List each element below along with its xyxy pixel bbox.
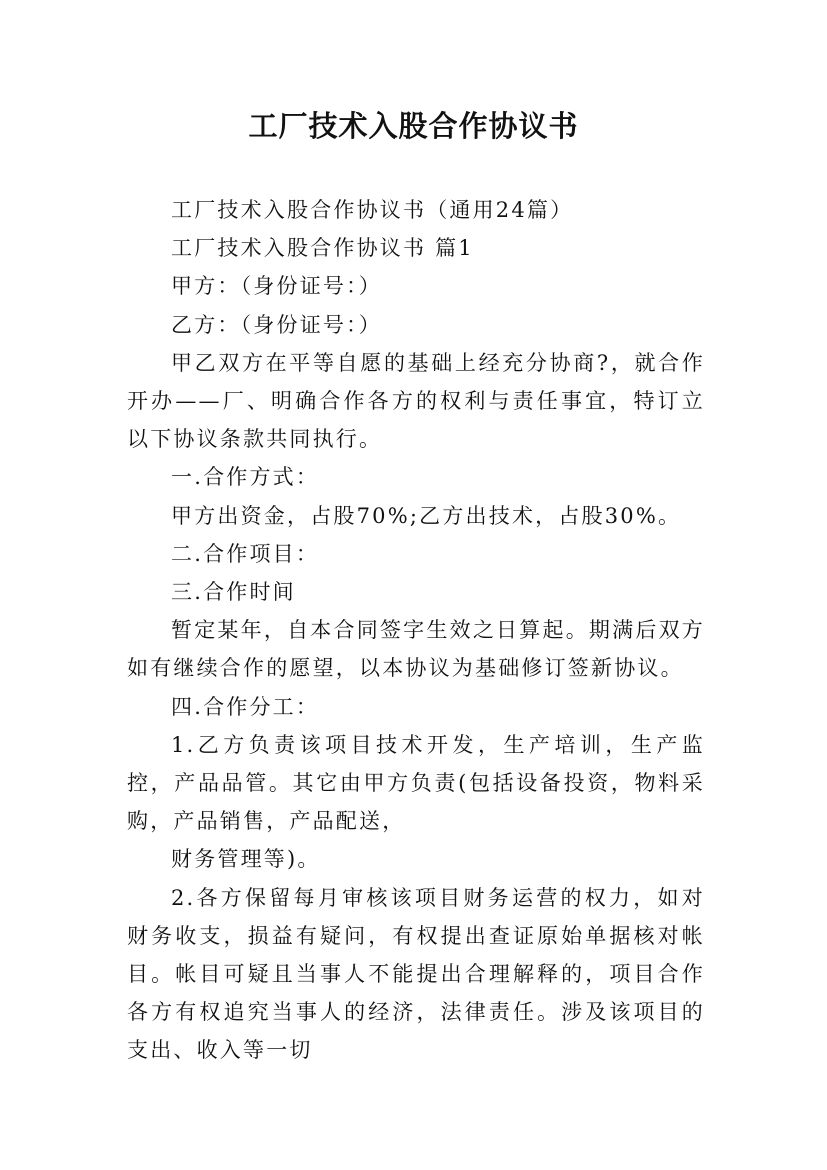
paragraph-clause-1-title: 一.合作方式： — [171, 465, 320, 490]
document-title: 工厂技术入股合作协议书 — [248, 109, 579, 143]
paragraph-clause-4-title: 四.合作分工： — [171, 694, 320, 719]
paragraph-clause-4-item-2: 2.各方保留每月审核该项目财务运营的权力，如对财务收支，损益有疑问，有权提出查证原始单据核对帐目。帐目可疑且当事人不能提出合理解释的，项目合作各方有权追究当事人的经济，法律责任。涉及该项目的支出、收入等一切 — [127, 885, 705, 1063]
paragraph-clause-1-body: 甲方出资金，占股70%;乙方出技术，占股30%。 — [171, 503, 682, 528]
paragraph-clause-3-body: 暂定某年，自本合同签字生效之日算起。期满后双方如有继续合作的愿望，以本协议为基础修订签新协议。 — [127, 618, 705, 681]
paragraph-clause-3-title: 三.合作时间 — [171, 580, 296, 605]
paragraph-section-title: 工厂技术入股合作协议书 篇1 — [171, 236, 474, 261]
paragraph-party-a: 甲方：（身份证号：） — [171, 274, 382, 299]
paragraph-heading: 工厂技术入股合作协议书（通用24篇） — [171, 198, 574, 222]
paragraph-party-b: 乙方：（身份证号：） — [171, 312, 382, 337]
paragraph-clause-4-item-1: 1.乙方负责该项目技术开发，生产培训，生产监控，产品品管。其它由甲方负责(包括设备投资，物料采购，产品销售，产品配送， — [127, 732, 705, 834]
paragraph-clause-4-item-1-cont: 财务管理等)。 — [171, 847, 321, 872]
document-body — [127, 191, 705, 1070]
paragraph-clause-2-title: 二.合作项目： — [171, 541, 320, 566]
paragraph-preamble: 甲乙双方在平等自愿的基础上经充分协商?，就合作开办——厂、明确合作各方的权利与责任事宜，特订立以下协议条款共同执行。 — [127, 350, 705, 452]
